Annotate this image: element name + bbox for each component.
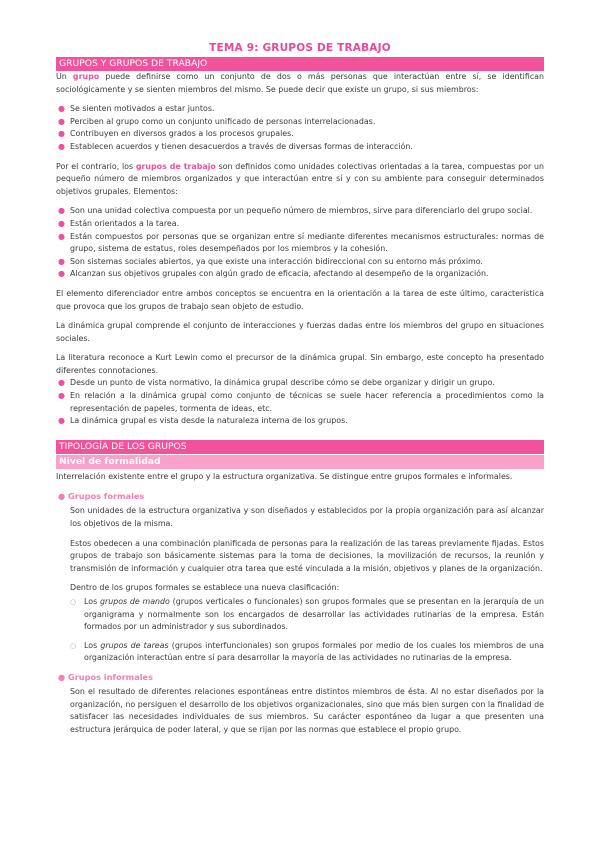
bullet-icon: ● (58, 116, 65, 126)
bullet-icon: ● (58, 231, 65, 241)
dinamica-paragraph: La dinámica grupal comprende el conjunto de interacciones y fuerzas dadas entre los miembros del grupo en situaciones sociales. (56, 321, 544, 343)
intro-paragraph: Un grupo puede definirse como un conjunto de dos o más personas que interactúan entre sí, se identifican sociológicamente y se sienten miembros del mismo. Se puede decir que existe un grupo, si sus miembros: (56, 72, 544, 94)
bullet-icon: ● (58, 218, 65, 228)
bullet-icon: ● (58, 256, 65, 266)
bullet-icon: ● (58, 269, 65, 279)
page-title: TEMA 9: GRUPOS DE TRABAJO (209, 42, 391, 54)
grupos-informales-heading: ● Grupos informales (58, 671, 153, 682)
elementos-list (56, 205, 544, 281)
bullet-icon: ● (58, 391, 65, 401)
bullet-icon: ● (58, 416, 65, 426)
bullet-icon: ● (58, 129, 65, 139)
list-item: ● Perciben al grupo como un conjunto unificado de personas interrelacionadas. (56, 116, 544, 129)
list-item: ● Contribuyen en diversos grados a los procesos grupales. (56, 128, 544, 141)
list-item: ● Son una unidad colectiva compuesta por un pequeño número de miembros, sirve para diferenciarlo del grupo social. (56, 205, 544, 218)
subsection-heading-formalidad: Nivel de formalidad (56, 455, 544, 469)
section-heading-tipologia: TIPOLOGÍA DE LOS GRUPOS (56, 440, 544, 454)
grupos-formales-body (56, 505, 544, 595)
list-item: ● Desde un punto de vista normativo, la dinámica grupal describe cómo se debe organizar y dirigir un grupo. (56, 377, 544, 390)
formalidad-intro: Interrelación existente entre el grupo y la estructura organizativa. Se distingue entre grupos formales e informales. (56, 471, 513, 481)
lewin-paragraph: La literatura reconoce a Kurt Lewin como el precursor de la dinámica grupal. Sin embargo, este concepto ha presentado diferentes connotaciones. (56, 353, 544, 375)
circle-bullet-icon: ○ (70, 598, 77, 606)
formales-paragraph-3: Dentro de los grupos formales se establece una nueva clasificación: (70, 583, 340, 593)
section-heading-grupos: GRUPOS Y GRUPOS DE TRABAJO (56, 57, 544, 71)
bullet-icon: ● (58, 104, 65, 114)
grupos-formales-heading: ● Grupos formales (58, 491, 145, 502)
grupos-trabajo-paragraph: Por el contrario, los grupos de trabajo son definidos como unidades colectivas orientadas a la tarea, compuestas por un pequeño número de miembros organizados y que interactúan entre sí y con su ambiente para conseguir determinados objetivos grupales. Elementos: (56, 161, 544, 196)
formales-clasificacion-list (56, 596, 544, 665)
formales-paragraph-2: Estos obedecen a una combinación planificada de personas para la realización de las tareas previamente fijadas. Estos grupos de trabajo son básicamente sistemas para la toma de decisiones, la movilización de recursos, la reunión y transmisión de información y cualquier otra tarea que esté vinculada a la misión, objetivos y planes de la organización. (70, 538, 544, 573)
list-item: ● Están orientados a la tarea. (56, 218, 544, 231)
list-item: ● Se sienten motivados a estar juntos. (56, 103, 544, 116)
term-grupos-trabajo: grupos de trabajo (135, 161, 216, 171)
formales-paragraph-1: Son unidades de la estructura organizativa y son diseñados y establecidos por la propia organización para así alcanzar los objetivos de la misma. (70, 506, 544, 529)
list-item: ● Alcanzan sus objetivos grupales con algún grado de eficacia, afectando al desempeño de la organización. (56, 268, 544, 281)
bullet-icon: ● (58, 206, 65, 216)
informales-paragraph-1: Son el resultado de diferentes relaciones espontáneas entre distintos miembros de ésta. Al no estar diseñados por la organización, no persiguen el desarrollo de los objetivos organizacionales, sino que más bien surgen con la finalidad de satisfacer las necesidades individuales de sus miembros. Su carácter espontáneo da lugar a que presenten una estructura jerárquica de poder lateral, y que se rijan por las normas que establece el propio grupo. (70, 686, 544, 734)
diferenciador-paragraph: El elemento diferenciador entre ambos conceptos se encuentra en la orientación a la tarea de este último, característica que provoca que los grupos de trabajo sean objeto de estudio. (56, 288, 544, 311)
term-grupo: grupo (72, 72, 100, 81)
list-item: ● Son sistemas sociales abiertos, ya que existe una interacción bidireccional con su entorno más próximo. (56, 256, 544, 269)
bullet-icon: ● (58, 378, 65, 388)
bullet-icon: ● (58, 141, 65, 151)
circle-bullet-icon: ○ (70, 641, 77, 650)
list-item: ○ Los grupos de tareas (grupos interfuncionales) son grupos formales por medio de los cuales los miembros de una organización interactúan entre sí para desarrollar la mayoría de las actividades no rutinarias de la empresa. (70, 640, 544, 663)
bullet-icon: ● (58, 671, 66, 682)
list-item: ○ Los grupos de mando (grupos verticales o funcionales) son grupos formales que se presentan en la jerarquía de un organigrama y normalmente son los encargados de desarrollar las actividades rutinarias de la empresa. Están formados por un administrador y sus subordinados. (70, 597, 544, 632)
grupo-list (56, 103, 544, 153)
list-item: ● La dinámica grupal es vista desde la naturaleza interna de los grupos. (56, 415, 544, 428)
list-item: ● Establecen acuerdos y tienen desacuerdos a través de diversas formas de interacción. (56, 141, 544, 154)
grupos-informales-body (56, 686, 544, 736)
lewin-list (56, 377, 544, 427)
bullet-icon: ● (58, 491, 66, 502)
list-item: ● En relación a la dinámica grupal como conjunto de técnicas se suele hacer referencia a procedimientos como la representación de papeles, tormenta de ideas, etc. (58, 391, 544, 413)
list-item: ● Están compuestos por personas que se organizan entre sí mediante diferentes mecanismos estructurales: normas de grupo, sistema de estatus, roles desempeñados por los miembros y la cohesión. (58, 231, 544, 254)
